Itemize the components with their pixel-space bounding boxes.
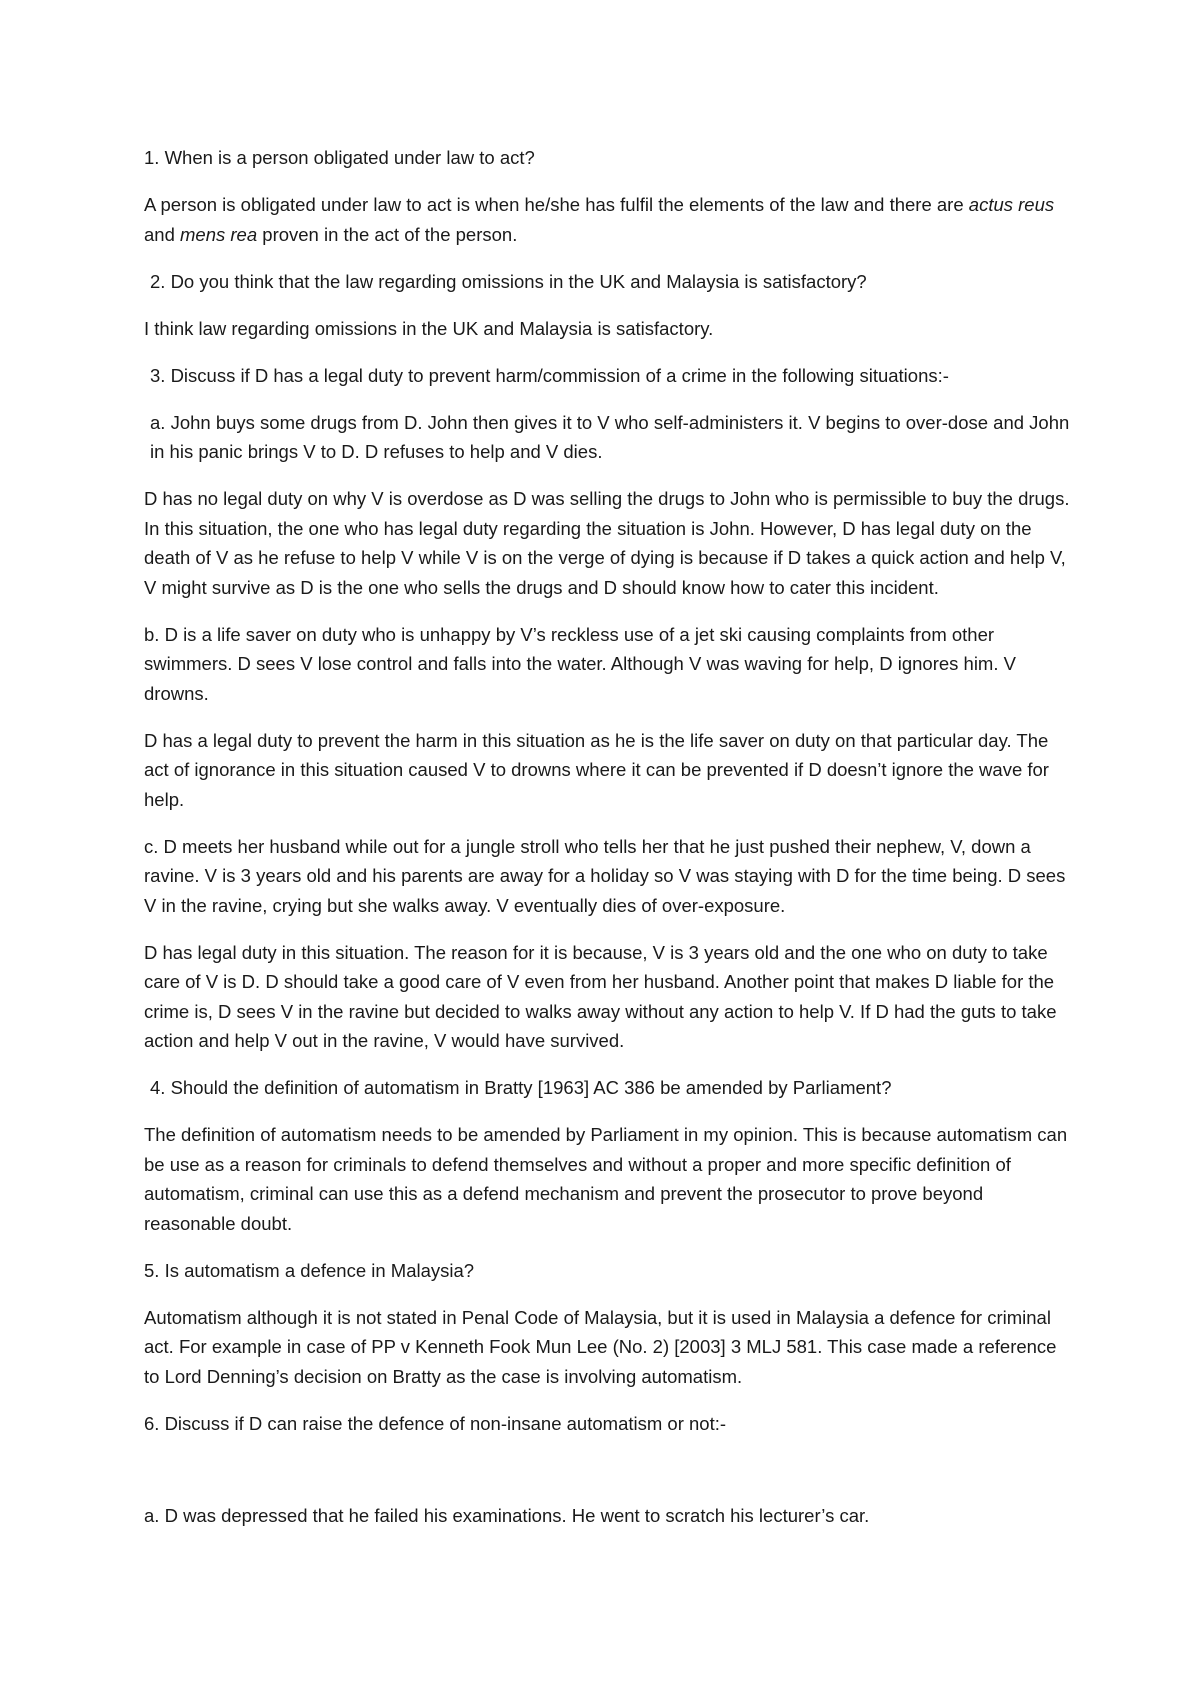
question-3b: b. D is a life saver on duty who is unhappy by V’s reckless use of a jet ski causing complaints from other swimmers. D sees V lose control and falls into the water. Although V was waving for help, D ignores him. V drowns. bbox=[144, 623, 1016, 704]
actus-reus-term: actus reus bbox=[968, 194, 1055, 215]
question-5: 5. Is automatism a defence in Malaysia? bbox=[144, 1259, 475, 1281]
mens-rea-term: mens rea bbox=[180, 223, 258, 245]
answer-3c: D has legal duty in this situation. The reason for it is because, V is 3 years old and the one who on duty to take care of V is D. D should take a good care of V even from her husband. Another point that makes D liable for the crime is, D sees V in the ravine but decided to walks away without any action to help V. If D had the guts to take action and help V out in the ravine, V would have survived. bbox=[144, 941, 1057, 1051]
question-1: 1. When is a person obligated under law to act? bbox=[144, 147, 535, 168]
question-6a: a. D was depressed that he failed his examinations. He went to scratch his lecturer’s car. bbox=[144, 1505, 870, 1526]
question-6: 6. Discuss if D can raise the defence of non-insane automatism or not:- bbox=[144, 1412, 727, 1434]
document-page bbox=[144, 143, 1074, 1548]
answer-2: I think law regarding omissions in the UK and Malaysia is satisfactory. bbox=[144, 317, 714, 339]
answer-3a: D has no legal duty on why V is overdose as D was selling the drugs to John who is permissible to buy the drugs. In this situation, the one who has legal duty regarding the situation is John. However, D has legal duty on the death of V as he refuse to help V while V is on the verge of dying is because if D takes a quick action and help V, V might survive as D is the one who sells the drugs and D should know how to cater this incident. bbox=[144, 488, 1070, 598]
question-3: 3. Discuss if D has a legal duty to prevent harm/commission of a crime in the following situations:- bbox=[150, 364, 949, 386]
answer-4: The definition of automatism needs to be amended by Parliament in my opinion. This is because automatism can be use as a reason for criminals to defend themselves and without a proper and more specific definition of automatism, criminal can use this as a defend mechanism and prevent the prosecutor to prove beyond reasonable doubt. bbox=[144, 1124, 1068, 1234]
question-4: 4. Should the definition of automatism in Bratty [1963] AC 386 be amended by Parliament? bbox=[150, 1077, 892, 1098]
answer-3b: D has a legal duty to prevent the harm in this situation as he is the life saver on duty on that particular day. The act of ignorance in this situation caused V to drowns where it can be prevented if D doesn’t ignore the wave for help. bbox=[144, 729, 1049, 810]
answer-5: Automatism although it is not stated in Penal Code of Malaysia, but it is used in Malaysia a defence for criminal act. For example in case of PP v Kenneth Fook Mun Lee (No. 2) [2003] 3 MLJ 581. This case made a reference to Lord Denning’s decision on Bratty as the case is involving automatism. bbox=[144, 1306, 1057, 1387]
answer-1: A person is obligated under law to act is when he/she has fulfil the elements of the law and there are actus reus and mens rea proven in the act of the person. bbox=[144, 194, 1055, 245]
question-3a: a. John buys some drugs from D. John then gives it to V who self-administers it. V begins to over-dose and John in his panic brings V to D. D refuses to help and V dies. bbox=[150, 411, 1070, 462]
question-2: 2. Do you think that the law regarding omissions in the UK and Malaysia is satisfactory? bbox=[150, 270, 867, 292]
question-3c: c. D meets her husband while out for a jungle stroll who tells her that he just pushed their nephew, V, down a ravine. V is 3 years old and his parents are away for a holiday so V was staying with D for the time being. D sees V in the ravine, crying but she walks away. V eventually dies of over-exposure. bbox=[144, 835, 1066, 916]
